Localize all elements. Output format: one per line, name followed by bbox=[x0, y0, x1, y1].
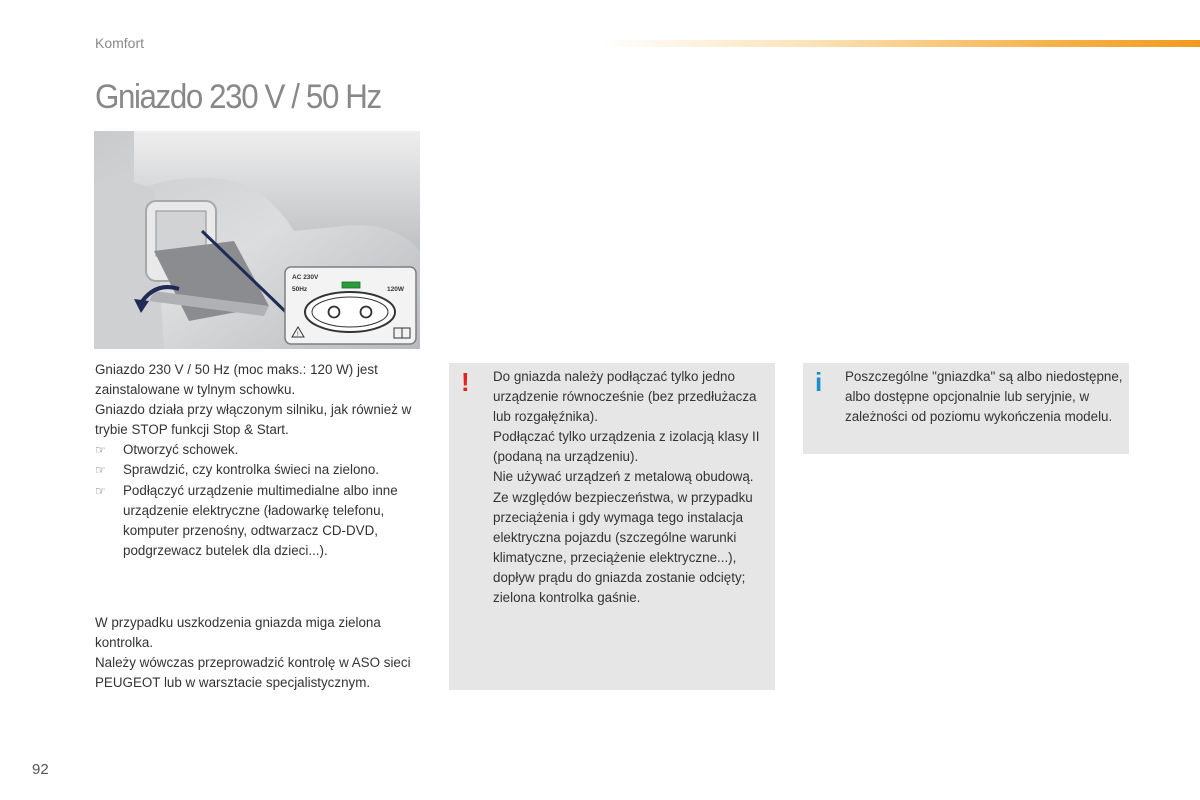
intro-column bbox=[95, 360, 425, 561]
damage-paragraph-2: Należy wówczas przeprowadzić kontrolę w ASO sieci PEUGEOT lub w warsztacie specjalistycznym. bbox=[95, 655, 411, 691]
hand-pointer-icon: ☞ bbox=[95, 463, 106, 478]
info-icon: i bbox=[815, 367, 823, 397]
socket-illustration bbox=[94, 131, 420, 349]
warning-line: Do gniazda należy podłączać tylko jedno urządzenie równocześnie (bez przedłużacza lub rozgałęźnika). bbox=[493, 369, 757, 425]
list-item: ☞ Otworzyć schowek. bbox=[95, 440, 425, 460]
damage-column bbox=[95, 613, 425, 693]
page-title: Gniazdo 230 V / 50 Hz bbox=[95, 78, 381, 116]
green-indicator-icon bbox=[342, 282, 360, 288]
svg-text:!: ! bbox=[297, 332, 299, 338]
label-frequency: 50Hz bbox=[292, 286, 308, 293]
warning-line: Podłączać tylko urządzenia z izolacją klasy II (podaną na urządzeniu). bbox=[493, 429, 760, 465]
warning-exclamation-icon: ! bbox=[461, 367, 470, 397]
hand-pointer-icon: ☞ bbox=[95, 443, 106, 458]
info-text: Poszczególne "gniazdka" są albo niedostępne, albo dostępne opcjonalnie lub seryjnie, w zależności od poziomu wykończenia modelu. bbox=[845, 369, 1123, 425]
label-power: 120W bbox=[387, 286, 404, 293]
steps-list bbox=[95, 440, 425, 561]
intro-paragraph-1: Gniazdo 230 V / 50 Hz (moc maks.: 120 W) jest zainstalowane w tylnym schowku. bbox=[95, 362, 378, 398]
label-voltage: AC 230V bbox=[292, 274, 319, 281]
list-item: ☞ Sprawdzić, czy kontrolka świeci na zielono. bbox=[95, 460, 425, 480]
warning-line: Nie używać urządzeń z metalową obudową. bbox=[493, 469, 754, 485]
page-number: 92 bbox=[32, 761, 49, 778]
warning-line: Ze względów bezpieczeństwa, w przypadku przeciążenia i gdy wymaga tego instalacja elektryczna pojazdu (szczególne warunki klimatyczne, przeciążenie elektryczne...), dopływ prądu do gniazda zostanie odcięty; zielona kontrolka gaśnie. bbox=[493, 489, 753, 606]
warning-text bbox=[493, 367, 768, 608]
damage-paragraph-1: W przypadku uszkodzenia gniazda miga zielona kontrolka. bbox=[95, 615, 381, 651]
list-item: ☞ Podłączyć urządzenie multimedialne albo inne urządzenie elektryczne (ładowarkę telefonu, komputer przenośny, odtwarzacz CD-DVD, podgrzewacz butelek dla dzieci...). bbox=[95, 482, 398, 558]
header-accent-bar bbox=[600, 40, 1200, 47]
intro-paragraph-2: Gniazdo działa przy włączonym silniku, jak również w trybie STOP funkcji Stop & Start. bbox=[95, 402, 412, 438]
section-label: Komfort bbox=[95, 35, 145, 51]
hand-pointer-icon: ☞ bbox=[95, 483, 106, 498]
